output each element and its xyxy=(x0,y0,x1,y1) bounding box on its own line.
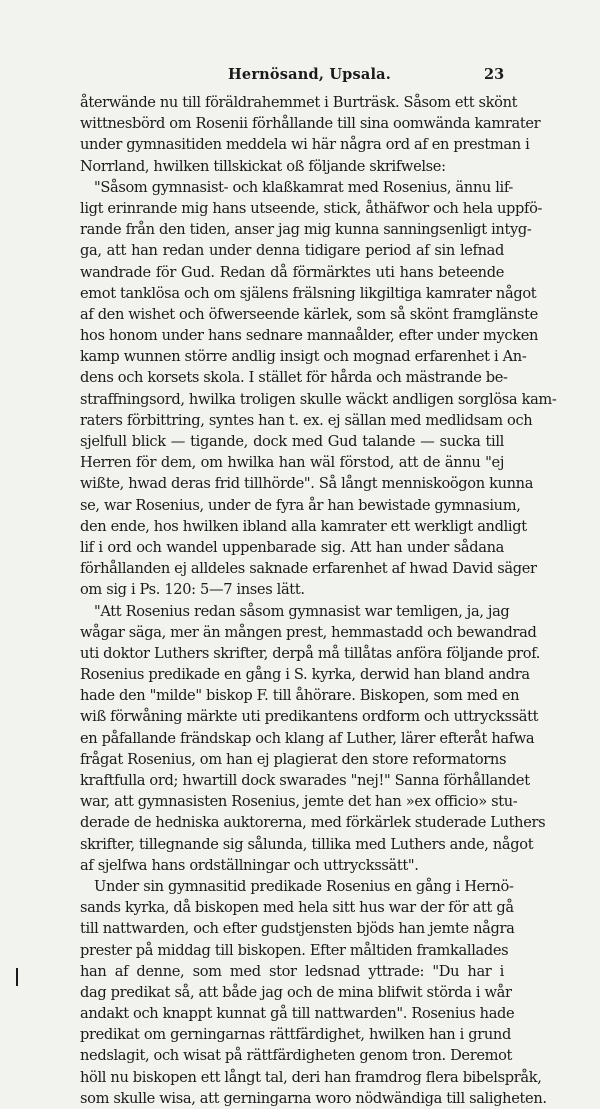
text-line: lif i ord och wandel uppenbarade sig. Att han under sådana xyxy=(80,538,504,556)
text-line: Rosenius predikade en gång i S. kyrka, derwid han bland andra xyxy=(80,666,530,684)
text-line: war, att gymnasisten Rosenius, jemte det han »ex officio» stu- xyxy=(80,793,518,811)
text-line: "Såsom gymnasist- och klaßkamrat med Rosenius, ännu lif- xyxy=(94,178,513,196)
text-line: hos honom under hans sednare mannaålder, efter under mycken xyxy=(80,327,539,345)
text-line: Herren för dem, om hwilka han wäl förstod, att de ännu "ej xyxy=(80,454,504,472)
text-line: nedslagit, och wisat på rättfärdigheten genom tron. Deremot xyxy=(80,1047,513,1065)
text-line: prester på middag till biskopen. Efter måltiden framkallades xyxy=(80,941,509,959)
text-line: han af denne, som med stor ledsnad yttrade: "Du har i xyxy=(80,962,504,980)
text-line: ligt erinrande mig hans utseende, stick, åthäfwor och hela uppfö- xyxy=(80,199,543,217)
text-line: sjelfull blick — tigande, dock med Gud talande — sucka till xyxy=(80,433,504,450)
text-line: derade de hedniska auktorerna, med förkärlek studerade Luthers xyxy=(80,814,546,832)
text-line: kraftfulla ord; hwartill dock swarades "nej!" Sanna förhållandet xyxy=(80,772,530,789)
text-line: dag predikat så, att både jag och de mina blifwit störda i wår xyxy=(80,983,512,1001)
text-line: uti doktor Luthers skrifter, derpå må tillåtas anföra följande prof. xyxy=(80,644,541,662)
text-line: wågar säga, mer än mången prest, hemmastadd och bewandrad xyxy=(80,623,537,641)
text-line: sands kyrka, då biskopen med hela sitt hus war der för att gå xyxy=(80,899,514,917)
text-line: skrifter, tillegnande sig sålunda, tillika med Luthers ande, något xyxy=(80,835,534,853)
text-line: till nattwarden, och efter gudstjensten bjöds han jemte några xyxy=(80,920,515,938)
text-line: "Att Rosenius redan såsom gymnasist war temligen, ja, jag xyxy=(94,602,510,620)
text-line: under gymnasitiden meddela wi här några ord af en prestman i xyxy=(80,136,530,154)
text-line: predikat om gerningarnas rättfärdighet, hwilken han i grund xyxy=(80,1026,511,1044)
text-line: wißte, hwad deras frid tillhörde". Så långt menniskoögon kunna xyxy=(80,475,534,493)
running-head: Hernösand, Upsala. xyxy=(228,66,392,83)
text-line: som skulle wisa, att gerningarna woro nödwändiga till saligheten. xyxy=(80,1089,547,1107)
text-line: ga, att han redan under denna tidigare period af sin lefnad xyxy=(80,242,504,260)
text-line: raters förbittring, syntes han t. ex. ej sällan med medlidsam och xyxy=(80,411,533,429)
text-line: frågat Rosenius, om han ej plagierat den store reformatorns xyxy=(80,750,507,768)
text-line: emot tanklösa och om själens frälsning likgiltiga kamrater något xyxy=(80,284,537,302)
text-line: af den wishet och öfwerseende kärlek, som så skönt framglänste xyxy=(80,305,538,323)
text-line: återwände nu till föräldrahemmet i Burträsk. Såsom ett skönt xyxy=(80,94,518,111)
page-number: 23 xyxy=(484,66,505,83)
text-line: af sjelfwa hans ordställningar och uttryckssätt". xyxy=(80,856,419,874)
body-text xyxy=(80,92,557,1109)
margin-mark xyxy=(16,968,18,986)
text-line: wittnesbörd om Rosenii förhållande till sina oomwända kamrater xyxy=(80,115,541,133)
text-line: se, war Rosenius, under de fyra år han bewistade gymnasium, xyxy=(80,496,521,514)
text-line: kamp wunnen större andlig insigt och mognad erfarenhet i An- xyxy=(80,348,527,366)
text-line: den ende, hos hwilken ibland alla kamrater ett werkligt andligt xyxy=(80,517,527,535)
text-line: hade den "milde" biskop F. till åhörare. Biskopen, som med en xyxy=(80,687,520,705)
text-line: förhållanden ej alldeles saknade erfarenhet af hwad David säger xyxy=(80,560,537,578)
text-line: wandrade för Gud. Redan då förmärktes uti hans beteende xyxy=(80,263,504,281)
text-line: om sig i Ps. 120: 5—7 inses lätt. xyxy=(80,581,305,599)
text-line: Norrland, hwilken tillskickat oß följande skrifwelse: xyxy=(80,157,446,175)
text-line: wiß förwåning märkte uti predikantens ordform och uttryckssätt xyxy=(80,708,539,726)
text-line: höll nu biskopen ett långt tal, deri han framdrog flera bibelspråk, xyxy=(80,1068,542,1086)
text-line: straffningsord, hwilka troligen skulle wäckt andligen sorglösa kam- xyxy=(80,390,557,408)
text-line: rande från den tiden, anser jag mig kunna sanningsenligt intyg- xyxy=(80,221,532,239)
text-line: en påfallande frändskap och klang af Luther, lärer efteråt hafwa xyxy=(80,729,535,747)
text-line: dens och korsets skola. I stället för hårda och mästrande be- xyxy=(80,369,508,387)
text-line: Under sin gymnasitid predikade Rosenius en gång i Hernö- xyxy=(94,877,514,895)
text-line: andakt och knappt kunnat gå till nattwarden". Rosenius hade xyxy=(80,1005,515,1023)
